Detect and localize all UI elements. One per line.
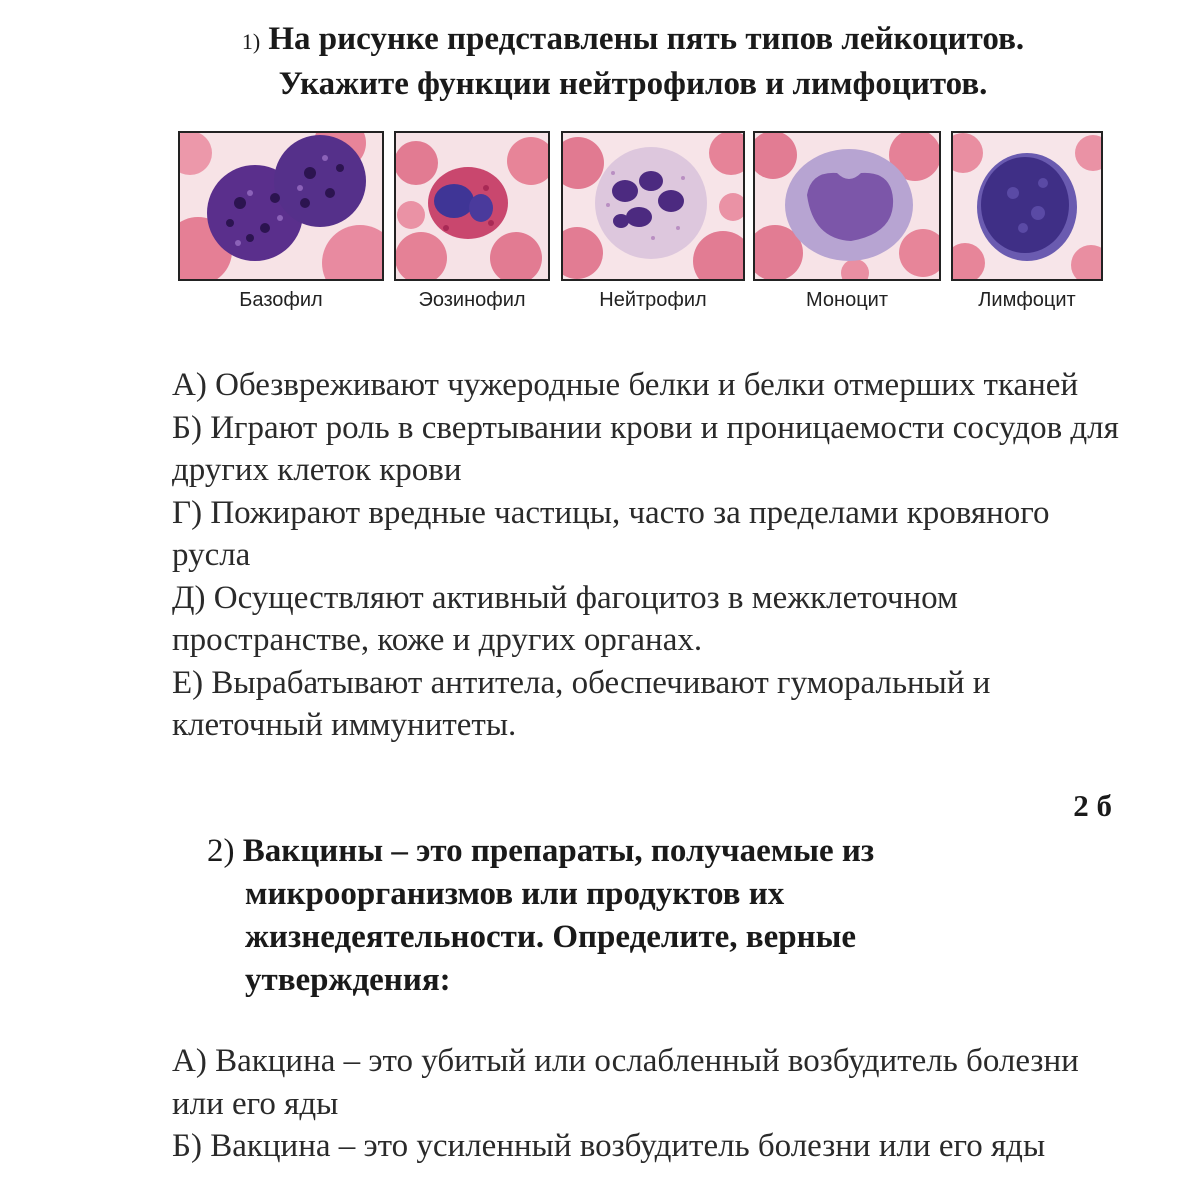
- question-1-title-line-1: На рисунке представлены пять типов лейкоцитов.: [268, 21, 1025, 57]
- option-2-b: Б) Вакцина – это усиленный возбудитель болезни или его яды: [172, 1128, 1046, 1164]
- option-2-a: А) Вакцина – это убитый или ослабленный возбудитель болезни или его яды: [172, 1043, 1079, 1122]
- option-b: Б) Играют роль в свертывании крови и проницаемости сосудов для других клеток крови: [172, 409, 1119, 488]
- lymphocyte-image: [951, 131, 1103, 311]
- eosinophil-label: Эозинофил: [418, 289, 526, 311]
- question-2-title: Вакцины – это препараты, получаемые из микроорганизмов или продуктов их жизнедеятельности. Определите, верные утверждения:: [242, 833, 875, 998]
- question-1-options: [172, 364, 1132, 747]
- lymphocyte-label: Лимфоцит: [978, 289, 1076, 311]
- question-2-options: [172, 1040, 1132, 1168]
- basophil-image: [178, 131, 384, 311]
- question-2: [207, 830, 987, 1002]
- score-label: 2 б: [1073, 788, 1112, 823]
- monocyte-image: [753, 131, 941, 311]
- leukocyte-figure: [0, 131, 1200, 321]
- option-g: Г) Пожирают вредные частицы, часто за пределами кровяного русла: [172, 494, 1050, 573]
- eosinophil-image: [394, 131, 550, 311]
- neutrophil-image: [561, 131, 745, 311]
- option-d: Д) Осуществляют активный фагоцитоз в межклеточном пространстве, коже и других органах.: [172, 579, 958, 658]
- question-1-title-line-2: Укажите функции нейтрофилов и лимфоцитов.: [278, 66, 988, 102]
- monocyte-label: Моноцит: [806, 289, 888, 311]
- neutrophil-label: Нейтрофил: [599, 289, 707, 311]
- question-2-number: 2): [207, 833, 235, 869]
- option-a: А) Обезвреживают чужеродные белки и белки отмерших тканей: [172, 367, 1079, 403]
- question-1-title: [0, 18, 1200, 105]
- basophil-label: Базофил: [239, 289, 323, 311]
- question-1-number: 1): [241, 29, 261, 54]
- option-e: Е) Вырабатывают антитела, обеспечивают гуморальный и клеточный иммунитеты.: [172, 664, 991, 743]
